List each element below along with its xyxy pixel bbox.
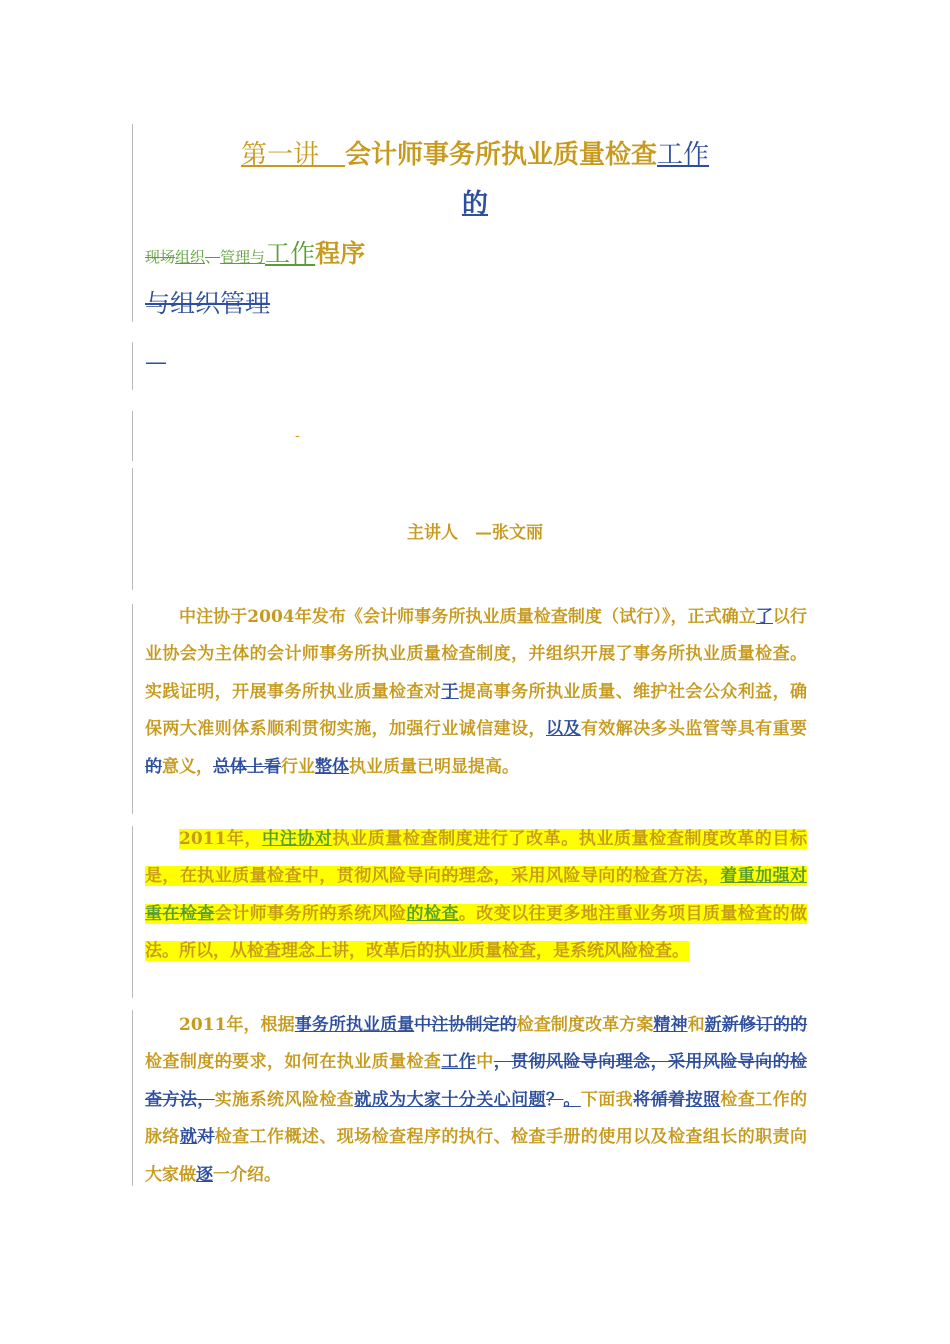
- p1-inserted: 整体: [315, 756, 349, 777]
- p3-deleted: ，贯彻风险导向理念，采用风险导向的检查方法，: [145, 1052, 808, 1110]
- p1-text: 行业: [281, 756, 315, 777]
- p1-text: 意义，: [162, 756, 213, 777]
- title-main: 会计师事务所执业质量检查: [345, 140, 658, 170]
- title-prefix: 第一讲: [240, 140, 319, 170]
- subtitle-deleted-1: 现场: [145, 248, 176, 266]
- p3-deleted: 将循着: [633, 1089, 686, 1110]
- p1-text: 执业质量已明显提高。: [349, 756, 519, 777]
- change-bar: [132, 1010, 133, 1186]
- deleted-dash: —: [145, 350, 167, 375]
- change-bar: [132, 411, 133, 461]
- p2-text: 理念，采用风险导向的检查方法，: [458, 866, 721, 887]
- p3-deleted: 中注协制定的: [414, 1015, 517, 1035]
- p3-deleted: 新修订的的: [721, 1015, 808, 1035]
- subtitle-deleted-2: 、: [205, 248, 221, 266]
- paragraph-1: [145, 599, 807, 786]
- p1-deleted: 的: [145, 756, 162, 777]
- p2-deleted: 重在检查: [145, 903, 215, 924]
- p2-text: 执业质量检查制度进行了改革。执业质量检查制度改革的目标是，在执业质量检查中，贯彻风险导向: [145, 829, 807, 887]
- p1-inserted: 以及: [545, 719, 581, 740]
- speaker-line: 主讲人 —张文丽: [407, 523, 543, 543]
- p2-highlight: [145, 829, 807, 961]
- p3-text: 实施系统风险检查: [214, 1089, 355, 1110]
- p3-deleted: 对: [197, 1127, 215, 1148]
- p1-inserted: 了: [755, 607, 773, 627]
- subtitle-inserted-1: 组织: [175, 248, 206, 266]
- p3-inserted: 新: [704, 1015, 722, 1035]
- p3-text: 检查制度改革方案: [516, 1015, 654, 1035]
- p3-inserted: 逐: [196, 1164, 213, 1185]
- p1-text: 中注协于2004年发布《会计师事务所执业质量检查制度（试行）》，正式确立: [179, 607, 756, 627]
- p3-inserted: 精神: [653, 1015, 688, 1035]
- subtitle-inserted-2: 管理与: [220, 248, 266, 266]
- p2-text: 。改变以往更多地注重业务项目质量检查的做法。所以，从检查理念上讲，改革后的执业质量检查，是系统风险检查。: [145, 903, 808, 962]
- p3-text: 检查工作概述、现场检查程序的执行、检查手册的使用以及检查组长的职责向大家: [145, 1127, 808, 1185]
- p2-inserted: 中注协对: [262, 829, 333, 849]
- p3-text: 中: [476, 1052, 494, 1073]
- p3-text: 一介绍。: [213, 1164, 281, 1185]
- subtitle-line2-deleted: 与组织管理: [145, 289, 271, 318]
- p3-text: 要求，如何在执业质量检查: [232, 1052, 442, 1073]
- p3-inserted: 工作: [441, 1052, 477, 1073]
- p1-text: 以行业协会为主体的会计师事务所执业质量检查制度，并组织开展了事务所执业质量检查。实践证明，开展事务所执业质量检查对: [145, 607, 807, 702]
- subtitle-work: 工作: [265, 239, 316, 268]
- p3-inserted: 就: [179, 1127, 198, 1148]
- p3-text: 检查工作的脉络: [145, 1089, 808, 1148]
- p2-inserted: 着重加强对: [720, 866, 808, 887]
- title-line2-text: 的: [461, 189, 488, 219]
- p3-text: 下面我: [580, 1089, 634, 1110]
- page-title-line2: [0, 183, 950, 220]
- p1-text: 提高事务所执业质量、维护社会公众利益，确保两大准则体系顺利贯彻实施，加强行业诚信建设，: [145, 681, 808, 740]
- inserted-dash: -: [295, 428, 300, 444]
- title-end: 工作: [657, 140, 710, 170]
- subtitle: [145, 234, 365, 270]
- p3-text: 2011年，根据: [179, 1015, 295, 1035]
- p3-deleted: 的: [214, 1052, 233, 1073]
- p2-inserted: 的检查: [406, 903, 459, 924]
- p3-text: 检查制度: [145, 1052, 215, 1073]
- p3-deleted: 做: [179, 1164, 196, 1185]
- subtitle-program: 程序: [315, 239, 366, 268]
- p1-text: 有效解决多头监管等具有重要: [580, 719, 808, 740]
- p2-text: 2011年，: [179, 829, 263, 849]
- p1-inserted: 于: [441, 681, 459, 702]
- paragraph-3: [145, 1007, 807, 1194]
- p2-text: 系统风险: [336, 903, 407, 924]
- p3-inserted: 事务所执业质量: [294, 1015, 415, 1035]
- p1-deleted: 总体上看: [213, 756, 281, 777]
- change-bar: [132, 826, 133, 998]
- p3-deleted: ？: [545, 1089, 564, 1110]
- p3-inserted: 。: [563, 1089, 581, 1110]
- p2-text: 会计师事务所: [214, 903, 320, 924]
- p3-inserted: 按照: [685, 1089, 721, 1110]
- p3-text: 和: [687, 1015, 705, 1035]
- title-space: [319, 140, 345, 170]
- p2-deleted: 的: [441, 866, 459, 887]
- p2-deleted: 的: [319, 903, 337, 924]
- p3-inserted: 就成为大家十分关心问题: [354, 1089, 546, 1110]
- page-title: [0, 134, 950, 171]
- subtitle-line2: [145, 284, 270, 320]
- paragraph-2: [145, 821, 807, 971]
- change-bar: [132, 342, 133, 390]
- change-bar: [132, 604, 133, 814]
